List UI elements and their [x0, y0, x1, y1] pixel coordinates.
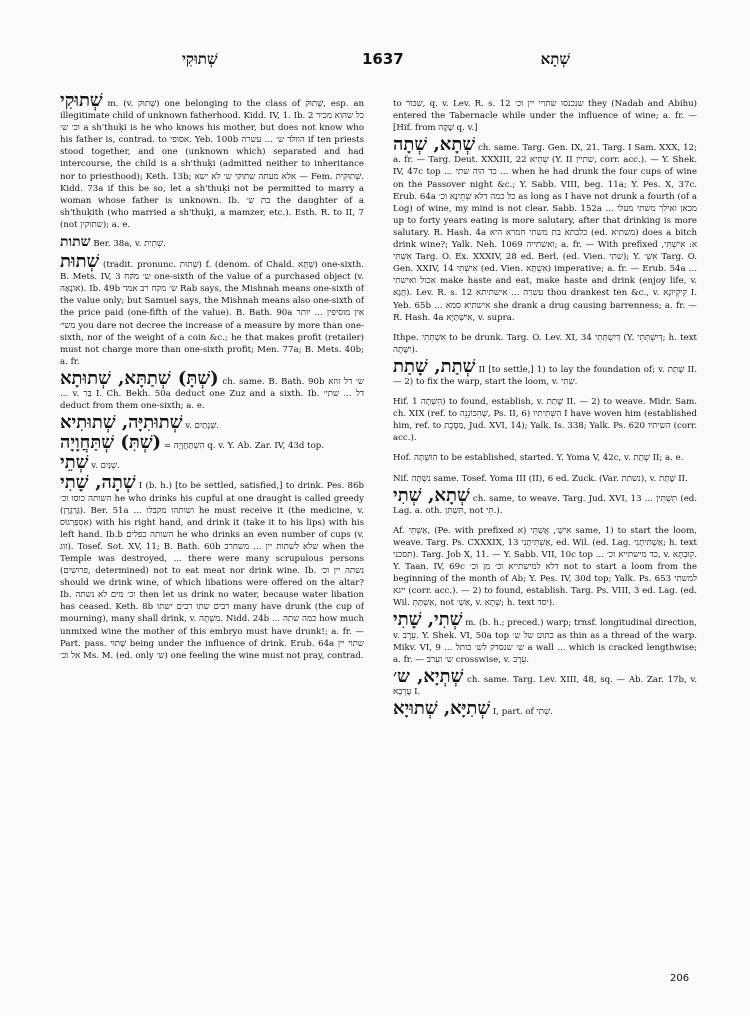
entry-text: I (b. h.) [to be settled, satisfied,] to drink. Pes. 86b השותה כוסו וכ׳ he who drinks his cupful at one draught is called greedy (גַּרְגְּרָן). Ber. 51a ... ושותהו מקבלו he must receive it (the medicine, v. אִסְפַּרְגוֹס) with his right hand, and drink it (take it to his lips) with his left hand. Ib.b השותה כפלים he who drinks an even number of cups (v. זוּג). Tosef. Sot. XV, 11; B. Bath. 60b שלא לשתות יין ... משחרב when the Temple was destroyed, ... there were many scrupulous persons (פרושים, determined) not to eat meat nor drink wine. Ib. נשתה יין וכ׳ should we drink wine, of which libations were offered on the altar? Ib. וכ׳ מים לא נשתה then let us drink no water, because water libation has ceased. Keth. 8b רבים שתו רבים ישתו many have drunk (the cup of mourning), many shall drink, v. מִשְׁתֶּה. Nidd. 24b ... כמה שתה how much unmixed wine the mother of this embryo must have drunk!; a. fr. — Part. pass. שָׁתוּי being under the influence of drink. Erub. 64a שתוי יין אל וכ׳ Ms. M. (ed. only ש׳) one feeling the wine must not pray, contrad.	[60, 481, 364, 661]
entry-text: to שִׁכּוֹר, q. v. Lev. R. s. 12 שנכנסו שתויי יין וכ׳ they (Nadab and Abihu) entered the Tabernacle while under the influence of wine; a. fr. — [Hif. from שָׁקָה q. v.]	[393, 99, 697, 134]
dictionary-entry	[393, 519, 697, 610]
header-left-word: שְׁתוּקִי	[182, 50, 218, 68]
dictionary-entry	[60, 454, 364, 472]
entry-text: I, part. of שְׁתִי.	[492, 707, 553, 718]
entry-text: Af. אַשְׁתִּי, (Pe. with prefixed א) אִישְׁ׳, אֲשְׁתֵּי same, 1) to start the loom, weave. Targ. Ps. CXXXIX, 13 אַשְׁתִּיתָנִי, ed. Wil. (ed. Lag. אַשְׁתִּיתָנִי; h. text תסכני). Targ. Job X, 11. — Y. Sabb. VII, 10c top ... כד מישתייא וכ׳, v. קִוּבְתָא. Y. Taan. IV, 69c דלא למישתייא וכ׳ מן וכ׳ not to start a loom from the beginning of the month of Ab; Y. Pes. IV, 30d top; Yalk. Ps. 653 למשתי ייגא (corr. acc.). — 2) to found, establish. Targ. Ps. VIII, 3 ed. Lag. (ed. Wil. אַשְׁתַּתְּ, not אַשְׁ׳, v. שְׁתָא; h. text יסד).	[393, 525, 697, 609]
entry-text: Ithpe. אִשְׁתְּתֵי to be drunk. Targ. O. Lev. XI, 34 דְּיִשְׁתְּתֵי (Y. דְּיִשְׁתְּתֵי; h. text יִשָּׁתֶה).	[393, 332, 697, 355]
entry-headword: שתות	[60, 234, 91, 251]
entry-text: ch. same, to weave. Targ. Jud. XVI, 13 ... תִּשְׁתִּין (ed. Lag. a. oth. תִּשְׁתֵּן, not תֵּי.).	[393, 493, 697, 516]
entry-headword: שְׁתָא, שְׁתָה	[393, 134, 476, 156]
entry-text: Hof. הוּשְׁתָּה to be established, started. Y. Yoma V, 42c, v. שָׁתַת II; a. e.	[393, 453, 684, 464]
entry-headword: שְׁתֵי	[60, 452, 89, 474]
dictionary-entry	[60, 434, 364, 452]
entry-text: Nif. נִשְׁתָּה same. Tosef. Yoma III (II), 6 ed. Zuck. (Var. נשתת), v. שָׁתַת II.	[393, 473, 688, 484]
entry-text: Ber. 38a, v. שְׁתִית.	[93, 239, 166, 250]
entry-text: m. (v. שְׁתוּק) one belonging to the class of שְׁתוּק, esp. an illegitimate child of unknown fatherhood. Kidd. IV, 1. Ib. 2 כל שהוא מכיר וכ׳ ש׳ a sh'thuḳi is he who knows his mother, but does not know who his father is, contrad. to אסופי. Yeb. 100b הוולד ש׳ ... עשרה if ten priests stood together, and one (unknown which) separated and had intercourse, the child is a sh'thuḳi (admitted neither to inheritance nor to priesthood); Keth. 13b; אלא מעתה שתוקי ש׳ לא ישא — Fem. שְׁתוּקִית. Kidd. 73a if this be so, let a sh'thuḳi not be permitted to marry a woman whose father is unknown. Ib. בת ש׳ the daughter of a sh'thuḳith (who married a sh'thuḳi, a mamzer, etc.). Esth. R. to II, 7 (not שתוקין); a. e.	[60, 99, 364, 230]
dictionary-entry	[393, 700, 697, 718]
entry-headword: שְׁתְיָא, ש׳	[393, 665, 464, 687]
entry-text: = הִשְׁתַּחֲוָיָה q. v. Y. Ab. Zar. IV, 43d top.	[163, 441, 325, 452]
header-right-word: שְׁתָא	[540, 50, 570, 68]
right-column	[393, 92, 697, 972]
entry-headword: שְׁתָה, שָׁתִי	[60, 472, 136, 494]
entry-headword: (שְׁתָּ) שְׁתַתָּא, שְׁתוּתָא	[60, 367, 219, 389]
dictionary-entry	[393, 390, 697, 444]
dictionary-entry	[393, 467, 697, 485]
dictionary-entry	[60, 474, 364, 661]
entry-headword: שְׁתִיָּא, שְׁתוּיָא	[393, 698, 491, 720]
dictionary-entry	[60, 253, 364, 368]
entry-headword: (שְׁתִּ) שְׁתַּחֲוָיָה	[60, 432, 162, 454]
dictionary-entry	[393, 665, 697, 698]
entry-text: (tradit. pronunc. שְׁתוּת) f. (denom. of Chald. שְׁתָּא) one-sixth. B. Mets. IV, 3 ש׳ מקח one-sixth of the value of a purchased object (v. אוֹנָאָה). Ib. 49b ש׳ מקח רב אמר Rab says, the Mishnah means one-sixth of the value only; but Samuel says, the Mishnah means also one-sixth of the price paid (one-fifth of the value). B. Bath. 90a אין מוסיפין ... יותר משי׳ you dare not decree the increase of a measure by more than one-sixth, nor of the weight of a coin &c.; he that makes profit (retailer) must not charge more than one-sixth profit; Men. 77a; B. Mets. 40b; a. fr.	[60, 260, 364, 367]
entry-headword: שְׁתִי, שָׁתִי	[393, 609, 463, 631]
dictionary-entry	[393, 355, 697, 388]
dictionary-entry	[393, 484, 697, 517]
dictionary-entry	[393, 326, 697, 356]
page-number: 1637	[362, 50, 404, 68]
entry-text: m. (b. h.; preced.) warp; trnsf. longitudinal direction, v. עֵרֶב. Y. Shek. VI, 50a top כתוט של ש׳ as thin as a thread of the warp. Mikv. VI, 9 ... ש׳ שנסדק לש׳ כותל a wall ... which is cracked lengthwise; a. fr. — ש׳ וערב crosswise, v. עֵרֶב.	[393, 618, 697, 665]
entry-text: ch. same. B. Bath. 90b ש׳ דל זוזא ... v. בַּר I. Ch. Bekh. 50a deduct one Zuz and a sixth. Ib. דל ... שתי׳ deduct from them one-sixth; a. e.	[60, 376, 364, 412]
entry-text: Hif. הִשְׁתָּה 1) to found, establish, v. שָׁתַת II. — 2) to weave. Midr. Sam. ch. XIX (ref. to שֶׁהִכּוֹנְנֵה, Ps. II, 6) הִשְׁתִּיתִיו I have woven him (established him, ref. to מַסֶּכֶת, Jud. XVI, 14); Yalk. Is. 338; Yalk. Ps. 620 השיתיו (corr. acc.).	[393, 397, 697, 444]
dictionary-entry	[60, 414, 364, 432]
entry-text: ch. same. Targ. Lev. XIII, 48, sq. — Ab. Zar. 17b, v. עֲרְבָא I.	[393, 674, 697, 697]
signature-mark: 206	[670, 973, 690, 984]
entry-headword: שְׁתוּקִי	[60, 92, 103, 111]
dictionary-entry	[60, 367, 364, 412]
entry-headword: שְׁתָא, שְׁתִי	[393, 484, 470, 506]
entry-headword: שְׁתַת, שָׁתַת	[393, 355, 476, 377]
dictionary-entry	[393, 611, 697, 665]
entry-headword: שְׁתוּת	[60, 251, 100, 273]
dictionary-entry	[60, 233, 364, 251]
entry-headword: שְׁתוּתִיָּה, שְׁתוּתִיא	[60, 412, 183, 434]
dictionary-entry	[393, 92, 697, 134]
dictionary-entry	[393, 446, 697, 464]
entry-text: v. שְׁנַיִם.	[91, 461, 120, 472]
entry-text: II [to settle,] 1) to lay the foundation of; v. שָׁתַת II. — 2) to fix the warp, start the loom, v. שְׁתִי.	[393, 364, 697, 387]
left-column	[60, 92, 364, 972]
dictionary-entry	[60, 92, 364, 231]
entry-text: ch. same. Targ. Gen. IX, 21. Targ. I Sam. XXX, 12; a. fr. — Targ. Deut. XXXIII, 22 שְׁתֵיא (Y. II שתיין, corr. acc.). — Y. Shek. IV, 47c top ... כד הוה שתי ... when he had drunk the four cups of wine on the Passover night &c.; Y. Sabb. VIII, beg. 11a; Y. Pes. X, 37c. Erub. 64a כל כמה דלא שְׁתֵינָא וכ׳ as long as I have not drunk a fourth (of a Log) of wine, my mind is not clear. Sabb. 152a ... מכאן ואילך משתי מעלי up to forty years eating is more salutary, after that drinking is more salutary. R. Hash. 4a כלבתא בת משתי חמרא היא (ed. משתיא) does a bitch drink wine?; Yalk. Neh. 1069 ואשתייה; a. fr. — With prefixed א: אִישְׁתִּי, אִשְׁתִּי Targ. O. Ex. XXXIV, 28 ed. Berl. (ed. Vien. שתי); Y. אִשְׁ׳ Targ. O. Gen. XXIV, 14 אִישְׁתִּי (ed. Vien. אִשְׁתָּא) imperative; a. fr. — Erub. 54a ... אכול ואישתי make haste and eat, make haste and drink (enjoy life, v. חֲגָא). Lev. R. s. 12 עשרה ... אישתיתא thou drankest ten &c., v. קִיקְיוֹנָא I. Yeb. 65b ... אישתיא סמא she drank a drug causing barrenness; a. fr. — R. Hash. 4a אִישְׁתַּיָּא, v. supra.	[393, 143, 697, 323]
dictionary-entry	[393, 136, 697, 323]
running-header	[64, 50, 700, 74]
entry-text: v. שְׁנָתַיִם.	[185, 421, 220, 432]
